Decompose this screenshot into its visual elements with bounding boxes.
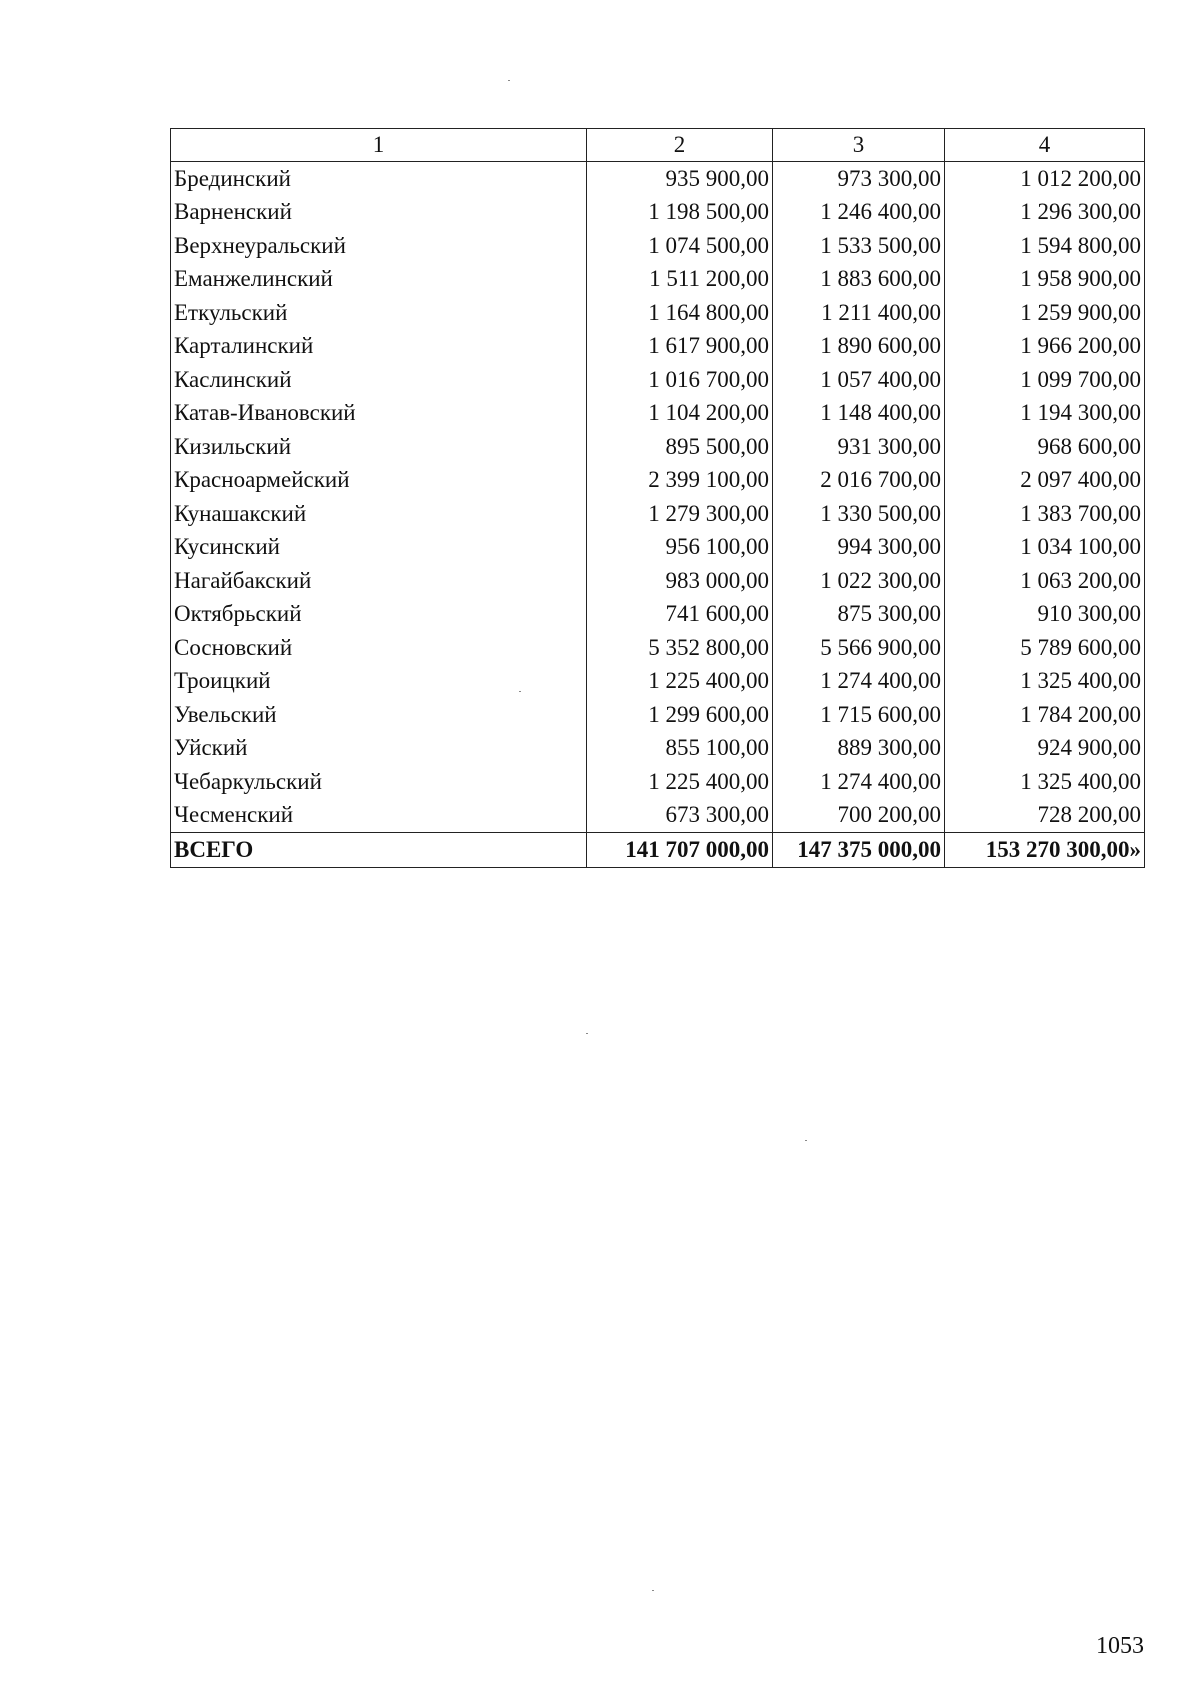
table-row	[171, 698, 1145, 732]
table-row	[171, 229, 1145, 263]
table-header-row	[171, 129, 1145, 162]
district-name: Карталинский	[171, 330, 587, 364]
amount-cell: 1 594 800,00	[945, 229, 1145, 263]
amount-cell: 1 074 500,00	[587, 229, 773, 263]
amount-cell: 1 099 700,00	[945, 363, 1145, 397]
district-name: Чесменский	[171, 799, 587, 833]
amount-cell: 889 300,00	[773, 732, 945, 766]
total-amount: 153 270 300,00»	[945, 833, 1145, 868]
total-amount: 141 707 000,00	[587, 833, 773, 868]
amount-cell: 5 789 600,00	[945, 631, 1145, 665]
table-row	[171, 263, 1145, 297]
district-name: Катав-Ивановский	[171, 397, 587, 431]
district-name: Чебаркульский	[171, 765, 587, 799]
column-header: 4	[945, 129, 1145, 162]
amount-cell: 1 012 200,00	[945, 162, 1145, 196]
amount-cell: 2 016 700,00	[773, 464, 945, 498]
table-row	[171, 732, 1145, 766]
amount-cell: 728 200,00	[945, 799, 1145, 833]
amount-cell: 1 063 200,00	[945, 564, 1145, 598]
table-row	[171, 765, 1145, 799]
amount-cell: 973 300,00	[773, 162, 945, 196]
table-row	[171, 531, 1145, 565]
amount-cell: 1 148 400,00	[773, 397, 945, 431]
amount-cell: 1 279 300,00	[587, 497, 773, 531]
district-name: Брединский	[171, 162, 587, 196]
district-name: Кусинский	[171, 531, 587, 565]
table-row	[171, 430, 1145, 464]
amount-cell: 983 000,00	[587, 564, 773, 598]
page-number: 1053	[1096, 1633, 1144, 1659]
amount-cell: 1 890 600,00	[773, 330, 945, 364]
amount-cell: 935 900,00	[587, 162, 773, 196]
amount-cell: 895 500,00	[587, 430, 773, 464]
amount-cell: 1 211 400,00	[773, 296, 945, 330]
total-amount: 147 375 000,00	[773, 833, 945, 868]
amount-cell: 1 299 600,00	[587, 698, 773, 732]
district-name: Кунашакский	[171, 497, 587, 531]
amount-cell: 1 225 400,00	[587, 665, 773, 699]
amount-cell: 1 958 900,00	[945, 263, 1145, 297]
district-name: Уйский	[171, 732, 587, 766]
table-row	[171, 330, 1145, 364]
column-header: 2	[587, 129, 773, 162]
table-row	[171, 631, 1145, 665]
table-row	[171, 397, 1145, 431]
amount-cell: 1 383 700,00	[945, 497, 1145, 531]
scan-speck	[652, 1590, 654, 1591]
amount-cell: 1 330 500,00	[773, 497, 945, 531]
amount-cell: 924 900,00	[945, 732, 1145, 766]
amount-cell: 1 325 400,00	[945, 665, 1145, 699]
amount-cell: 1 511 200,00	[587, 263, 773, 297]
amount-cell: 5 352 800,00	[587, 631, 773, 665]
amount-cell: 994 300,00	[773, 531, 945, 565]
district-name: Каслинский	[171, 363, 587, 397]
amount-cell: 1 325 400,00	[945, 765, 1145, 799]
amount-cell: 1 617 900,00	[587, 330, 773, 364]
amount-cell: 1 274 400,00	[773, 765, 945, 799]
amount-cell: 1 034 100,00	[945, 531, 1145, 565]
table-row	[171, 665, 1145, 699]
amount-cell: 1 533 500,00	[773, 229, 945, 263]
amount-cell: 875 300,00	[773, 598, 945, 632]
amount-cell: 1 715 600,00	[773, 698, 945, 732]
amount-cell: 1 296 300,00	[945, 196, 1145, 230]
amount-cell: 931 300,00	[773, 430, 945, 464]
amount-cell: 1 784 200,00	[945, 698, 1145, 732]
amount-cell: 2 399 100,00	[587, 464, 773, 498]
amount-cell: 1 057 400,00	[773, 363, 945, 397]
district-name: Верхнеуральский	[171, 229, 587, 263]
table-row	[171, 196, 1145, 230]
scan-speck	[508, 80, 510, 81]
amount-cell: 855 100,00	[587, 732, 773, 766]
amount-cell: 1 274 400,00	[773, 665, 945, 699]
table-row	[171, 598, 1145, 632]
amount-cell: 1 022 300,00	[773, 564, 945, 598]
table-row	[171, 464, 1145, 498]
total-row	[171, 833, 1145, 868]
amount-cell: 741 600,00	[587, 598, 773, 632]
amount-cell: 956 100,00	[587, 531, 773, 565]
district-name: Еманжелинский	[171, 263, 587, 297]
amount-cell: 910 300,00	[945, 598, 1145, 632]
district-name: Кизильский	[171, 430, 587, 464]
table-row	[171, 363, 1145, 397]
amount-cell: 1 104 200,00	[587, 397, 773, 431]
district-name: Варненский	[171, 196, 587, 230]
amount-cell: 1 016 700,00	[587, 363, 773, 397]
amount-cell: 1 198 500,00	[587, 196, 773, 230]
amount-cell: 673 300,00	[587, 799, 773, 833]
amount-cell: 1 194 300,00	[945, 397, 1145, 431]
scan-speck	[586, 1033, 588, 1034]
district-name: Нагайбакский	[171, 564, 587, 598]
column-header: 3	[773, 129, 945, 162]
amount-cell: 2 097 400,00	[945, 464, 1145, 498]
amount-cell: 1 883 600,00	[773, 263, 945, 297]
table-row	[171, 296, 1145, 330]
table-row	[171, 564, 1145, 598]
amount-cell: 700 200,00	[773, 799, 945, 833]
scan-speck	[805, 1140, 807, 1141]
total-label: ВСЕГО	[171, 833, 587, 868]
amount-cell: 1 966 200,00	[945, 330, 1145, 364]
amount-cell: 968 600,00	[945, 430, 1145, 464]
district-name: Сосновский	[171, 631, 587, 665]
district-name: Увельский	[171, 698, 587, 732]
amount-cell: 1 259 900,00	[945, 296, 1145, 330]
district-name: Еткульский	[171, 296, 587, 330]
column-header: 1	[171, 129, 587, 162]
district-name: Троицкий	[171, 665, 587, 699]
amount-cell: 1 164 800,00	[587, 296, 773, 330]
amount-cell: 1 225 400,00	[587, 765, 773, 799]
district-name: Красноармейский	[171, 464, 587, 498]
table-row	[171, 497, 1145, 531]
table-row	[171, 799, 1145, 833]
amount-cell: 1 246 400,00	[773, 196, 945, 230]
amount-cell: 5 566 900,00	[773, 631, 945, 665]
budget-table	[170, 128, 1145, 868]
table-row	[171, 162, 1145, 196]
district-name: Октябрьский	[171, 598, 587, 632]
